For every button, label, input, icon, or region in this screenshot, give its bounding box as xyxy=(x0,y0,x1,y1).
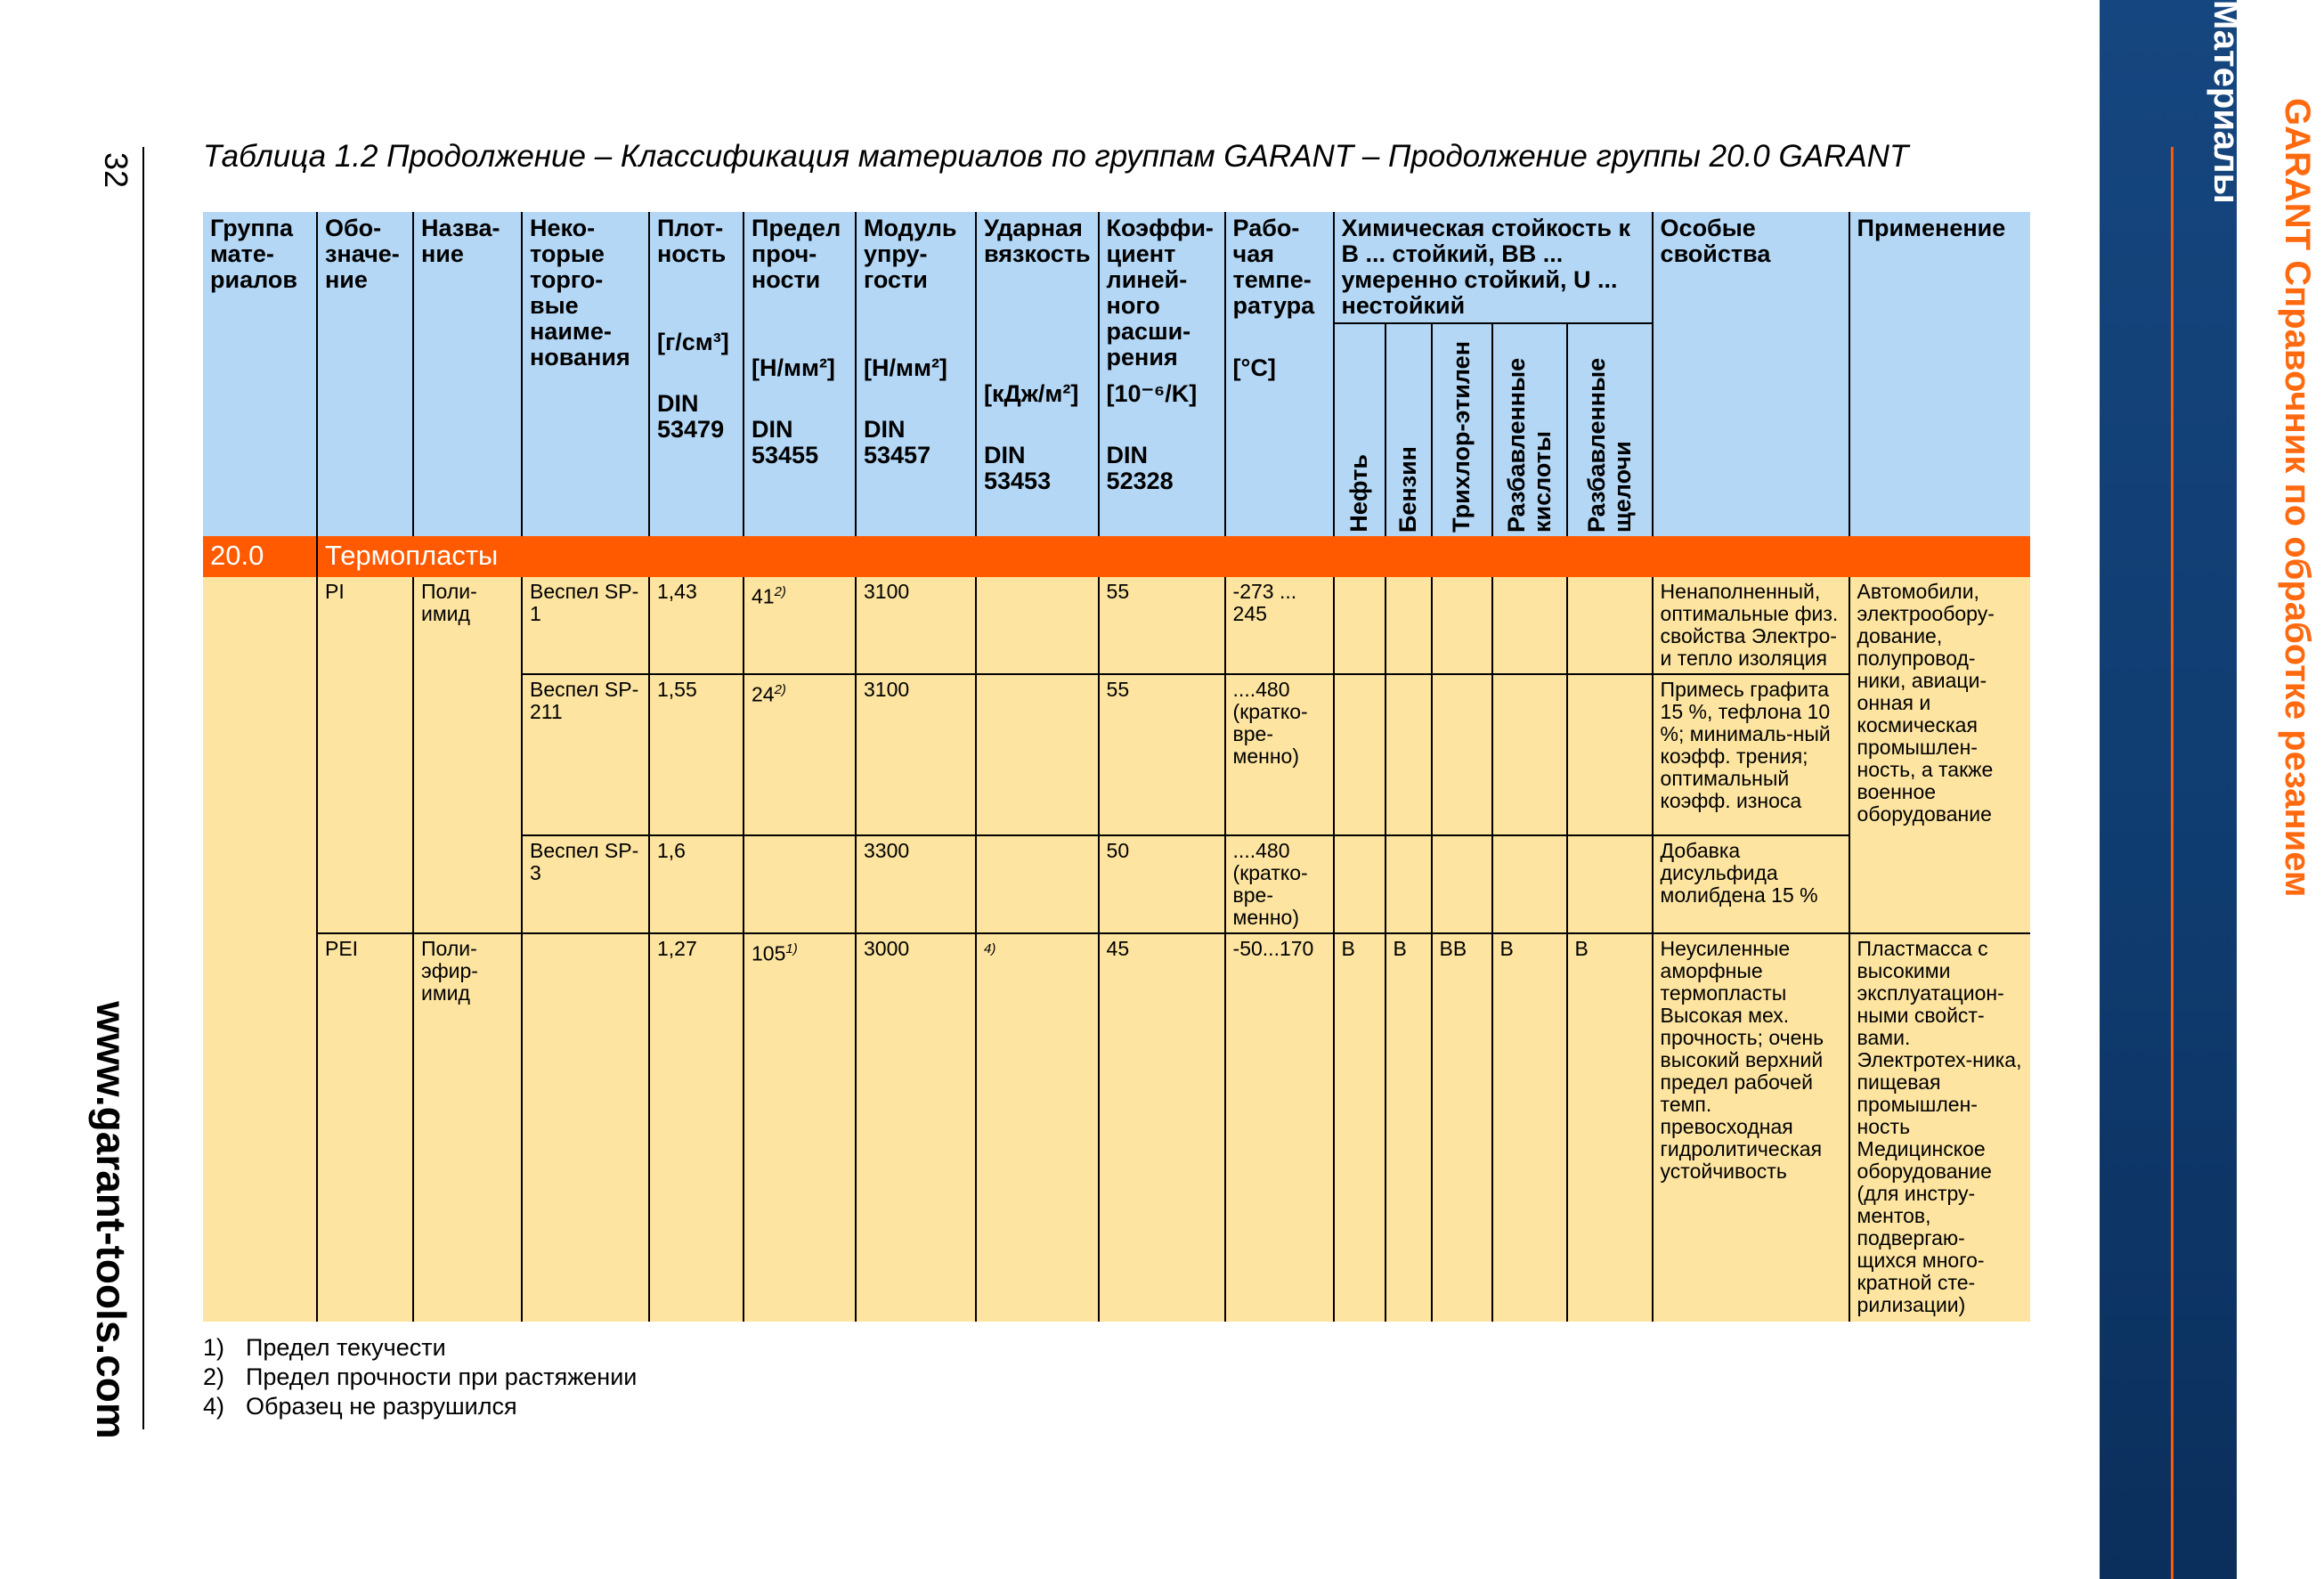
header-chem-oil: Нефть xyxy=(1334,323,1385,536)
chem-cell xyxy=(1432,835,1492,933)
table-row xyxy=(203,577,2030,674)
table-row xyxy=(203,933,2030,1322)
header-props: Особые свойства xyxy=(1653,212,1849,536)
header-temp: Рабо-чая темпе-ратура [°C] xyxy=(1225,212,1334,536)
group-label: Термопласты xyxy=(317,536,2030,577)
chem-cell xyxy=(1567,577,1653,674)
chem-cell: B xyxy=(1567,933,1653,1322)
density-cell: 1,27 xyxy=(649,933,744,1322)
header-trade: Неко-торые торго-вые наиме-нования xyxy=(522,212,649,536)
props-cell: Примесь графита 15 %, тефлона 10 %; минималь-ный коэфф. трения; оптимальный коэфф. износа xyxy=(1653,674,1849,835)
header-impact: Ударная вязкость [кДж/м²] DIN 53453 xyxy=(976,212,1099,536)
band-accent-line xyxy=(2171,147,2174,1579)
margin-divider xyxy=(142,147,144,1429)
header-strength: Предел проч-ности [Н/мм²] DIN 53455 xyxy=(744,212,856,536)
trade-cell xyxy=(522,933,649,1322)
chem-cell xyxy=(1385,577,1432,674)
header-chem-trichlor: Трихлор-этилен xyxy=(1432,323,1492,536)
density-cell: 1,55 xyxy=(649,674,744,835)
site-url[interactable]: www.garant-tools.com xyxy=(88,1001,134,1439)
chem-cell: B xyxy=(1492,933,1567,1322)
modulus-cell: 3300 xyxy=(856,835,976,933)
chem-cell: B xyxy=(1385,933,1432,1322)
group-cell xyxy=(203,577,317,1322)
expansion-cell: 50 xyxy=(1099,835,1225,933)
table-caption: Таблица 1.2 Продолжение – Классификация материалов по группам GARANT – Продолжение группы 20.0 GARANT xyxy=(203,139,1909,174)
designation-cell: PEI xyxy=(317,933,413,1322)
group-row xyxy=(203,536,2030,577)
footnote: 2) Предел прочности при растяжении xyxy=(203,1363,638,1390)
temp-cell: -50...170 xyxy=(1225,933,1334,1322)
header-row xyxy=(203,212,2030,323)
temp-cell: -273 ... 245 xyxy=(1225,577,1334,674)
impact-cell xyxy=(976,577,1099,674)
chem-cell xyxy=(1432,674,1492,835)
chem-cell xyxy=(1492,835,1567,933)
footnote: 1) Предел текучести xyxy=(203,1334,446,1361)
footnotes xyxy=(203,1333,637,1421)
strength-cell xyxy=(744,835,856,933)
modulus-cell: 3100 xyxy=(856,674,976,835)
header-density: Плот-ность [г/см³] DIN 53479 xyxy=(649,212,744,536)
chem-cell xyxy=(1385,835,1432,933)
strength-cell: 24$^{2)}$ xyxy=(744,674,856,835)
expansion-cell: 55 xyxy=(1099,674,1225,835)
trade-cell: Веспел SP-3 xyxy=(522,835,649,933)
props-cell: Добавка дисульфида молибдена 15 % xyxy=(1653,835,1849,933)
band-title: GARANT Справочник по обработке резанием xyxy=(2278,98,2317,898)
chem-cell xyxy=(1334,577,1385,674)
density-cell: 1,6 xyxy=(649,835,744,933)
impact-cell: 4) xyxy=(976,933,1099,1322)
trade-cell: Веспел SP-211 xyxy=(522,674,649,835)
footnote: 4) Образец не разрушился xyxy=(203,1393,517,1420)
temp-cell: ....480 (кратко-вре-менно) xyxy=(1225,674,1334,835)
chem-cell: B xyxy=(1334,933,1385,1322)
chem-cell: BB xyxy=(1432,933,1492,1322)
modulus-cell: 3000 xyxy=(856,933,976,1322)
header-designation: Обо-значе-ние xyxy=(317,212,413,536)
header-application: Применение xyxy=(1849,212,2030,536)
chem-cell xyxy=(1567,674,1653,835)
page-number: 32 xyxy=(98,151,134,189)
header-name: Назва-ние xyxy=(413,212,522,536)
group-number: 20.0 xyxy=(203,536,317,577)
header-chem-petrol: Бензин xyxy=(1385,323,1432,536)
props-cell: Ненаполненный, оптимальные физ. свойства Электро- и тепло изоляция xyxy=(1653,577,1849,674)
density-cell: 1,43 xyxy=(649,577,744,674)
chem-cell xyxy=(1492,674,1567,835)
band-subtitle: Материалы xyxy=(2206,0,2246,204)
strength-cell: 41$^{2)}$ xyxy=(744,577,856,674)
strength-cell: 105$^{1)}$ xyxy=(744,933,856,1322)
header-chem: Химическая стойкость к B ... стойкий, BB ... умеренно стойкий, U ... нестойкий xyxy=(1334,212,1653,323)
impact-cell xyxy=(976,835,1099,933)
materials-table xyxy=(203,212,2030,1322)
header-chem-alkali: Разбавленные щелочи xyxy=(1567,323,1653,536)
application-cell: Автомобили, электрообору-дование, полупровод-ники, авиаци-онная и космическая промышлен-ность, а также военное оборудование xyxy=(1849,577,2030,933)
temp-cell: ....480 (кратко-вре-менно) xyxy=(1225,835,1334,933)
name-cell: Поли-имид xyxy=(413,577,522,933)
header-chem-acids: Разбавленные кислоты xyxy=(1492,323,1567,536)
chem-cell xyxy=(1432,577,1492,674)
header-group: Группа мате-риалов xyxy=(203,212,317,536)
header-expansion: Коэффи-циент линей-ного расши-рения [10⁻⁶/K] DIN 52328 xyxy=(1099,212,1225,536)
header-modulus: Модуль упру-гости [Н/мм²] DIN 53457 xyxy=(856,212,976,536)
chem-cell xyxy=(1334,674,1385,835)
chem-cell xyxy=(1334,835,1385,933)
modulus-cell: 3100 xyxy=(856,577,976,674)
chem-cell xyxy=(1567,835,1653,933)
trade-cell: Веспел SP-1 xyxy=(522,577,649,674)
expansion-cell: 55 xyxy=(1099,577,1225,674)
chem-cell xyxy=(1492,577,1567,674)
designation-cell: PI xyxy=(317,577,413,933)
impact-cell xyxy=(976,674,1099,835)
name-cell: Поли-эфир-имид xyxy=(413,933,522,1322)
application-cell: Пластмасса с высокими эксплуатацион-ными свойст-вами. Электротех-ника, пищевая промышлен-ность Медицинское оборудование (для инстру-ментов, подвергаю-щихся много-кратной сте-рилизации) xyxy=(1849,933,2030,1322)
chem-cell xyxy=(1385,674,1432,835)
props-cell: Неусиленные аморфные термопласты Высокая мех. прочность; очень высокий верхний предел рабочей темп. превосходная гидролитическая устойчивость xyxy=(1653,933,1849,1322)
expansion-cell: 45 xyxy=(1099,933,1225,1322)
